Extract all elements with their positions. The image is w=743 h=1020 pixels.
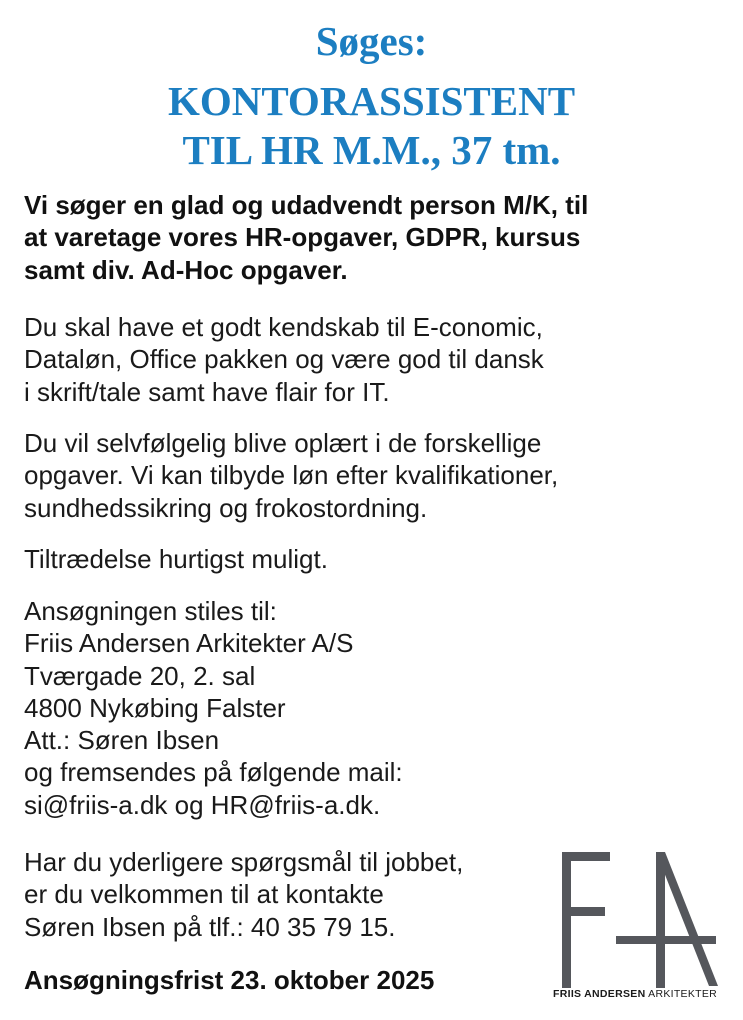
intro-line: at varetage vores HR-opgaver, GDPR, kursus bbox=[24, 222, 581, 253]
contact-phone-line: Søren Ibsen på tlf.: 40 35 79 15. bbox=[24, 911, 396, 942]
logo-wordmark bbox=[553, 988, 717, 1000]
email-intro-line: og fremsendes på følgende mail: bbox=[24, 757, 403, 788]
start-date-paragraph bbox=[24, 543, 328, 575]
qualifications-line: i skrift/tale samt have flair for IT. bbox=[24, 376, 390, 407]
contact-line: er du velkommen til at kontakte bbox=[24, 879, 384, 910]
application-line: Ansøgningen stiles til: bbox=[24, 596, 277, 626]
qualifications-line: Dataløn, Office pakken og være god til dansk bbox=[24, 344, 544, 375]
application-deadline: Ansøgningsfrist 23. oktober 2025 bbox=[24, 965, 435, 995]
postal-city: 4800 Nykøbing Falster bbox=[24, 692, 286, 723]
offer-line: opgaver. Vi kan tilbyde løn efter kvalifikationer, bbox=[24, 460, 559, 491]
intro-line: samt div. Ad-Hoc opgaver. bbox=[24, 254, 348, 285]
logo-name-bold: FRIIS ANDERSEN bbox=[553, 988, 646, 1000]
intro-paragraph bbox=[24, 189, 588, 286]
qualifications-line: Du skal have et godt kendskab til E-conomic, bbox=[24, 312, 543, 342]
heading-job-subtitle: TIL HR M.M., 37 tm. bbox=[182, 127, 561, 173]
offer-paragraph bbox=[24, 427, 558, 524]
offer-line: sundhedssikring og frokostordning. bbox=[24, 492, 428, 523]
email-addresses[interactable]: si@friis-a.dk og HR@friis-a.dk. bbox=[24, 789, 381, 820]
contact-paragraph bbox=[24, 846, 463, 943]
intro-line: Vi søger en glad og udadvendt person M/K, til bbox=[24, 190, 589, 220]
street-address: Tværgade 20, 2. sal bbox=[24, 660, 256, 691]
heading-soges: Søges: bbox=[315, 18, 428, 64]
qualifications-paragraph bbox=[24, 311, 544, 408]
attention-line: Att.: Søren Ibsen bbox=[24, 725, 220, 756]
application-address bbox=[24, 595, 403, 821]
contact-line: Har du yderligere spørgsmål til jobbet, bbox=[24, 847, 464, 877]
company-name: Friis Andersen Arkitekter A/S bbox=[24, 628, 354, 659]
start-date-line: Tiltrædelse hurtigst muligt. bbox=[24, 544, 328, 574]
logo-name-regular: ARKITEKTER bbox=[648, 988, 718, 1000]
heading-job-title: KONTORASSISTENT bbox=[167, 78, 576, 124]
offer-line: Du vil selvfølgelig blive oplært i de forskellige bbox=[24, 428, 542, 458]
fa-monogram-logo-icon bbox=[554, 850, 724, 990]
